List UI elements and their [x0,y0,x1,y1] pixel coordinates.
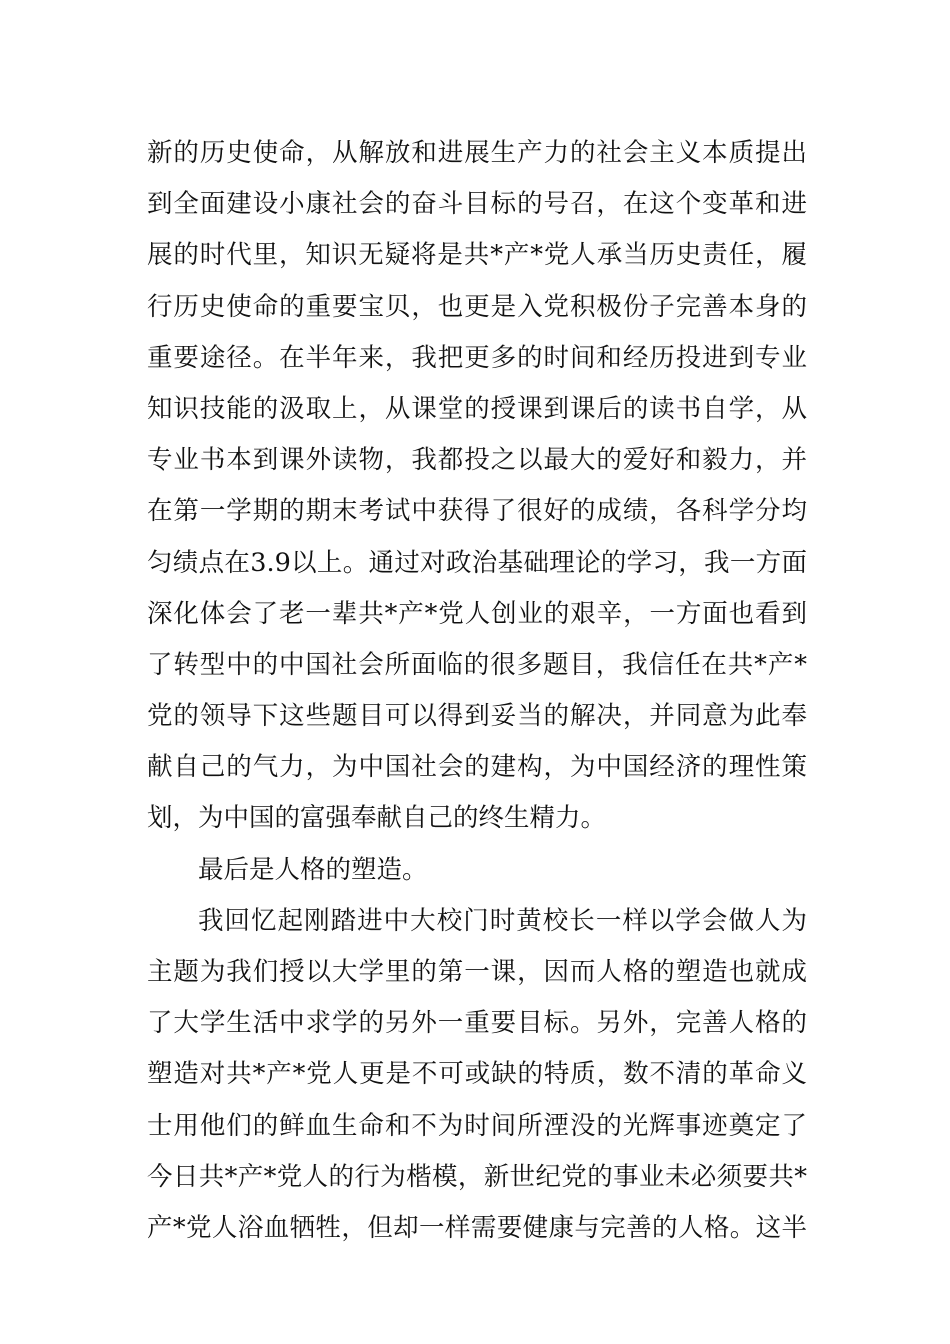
text-line: 专业书本到课外读物，我都投之以最大的爱好和毅力，并 [147,445,807,476]
text-line: 献自己的气力，为中国社会的建构，为中国经济的理性策 [147,752,807,783]
section-heading-line: 最后是人格的塑造。 [198,854,428,885]
text-line: 了转型中的中国社会所面临的很多题目，我信任在共*产* [147,649,807,680]
text-line: 士用他们的鲜血生命和不为时间所湮没的光辉事迹奠定了 [147,1110,807,1141]
text-line: 到全面建设小康社会的奋斗目标的号召，在这个变革和进 [147,189,807,220]
text-line: 重要途径。在半年来，我把更多的时间和经历投进到专业 [147,342,807,373]
text-line: 产*党人浴血牺牲，但却一样需要健康与完善的人格。这半 [147,1212,807,1243]
text-line: 匀绩点在3.9以上。通过对政治基础理论的学习，我一方面 [147,547,807,578]
text-line: 深化体会了老一辈共*产*党人创业的艰辛，一方面也看到 [147,598,807,629]
text-line: 划，为中国的富强奉献自己的终生精力。 [147,803,607,834]
text-line: 知识技能的汲取上，从课堂的授课到课后的读书自学，从 [147,393,807,424]
text-line: 我回忆起刚踏进中大校门时黄校长一样以学会做人为 [198,905,807,936]
text-line: 行历史使命的重要宝贝，也更是入党积极份子完善本身的 [147,291,807,322]
body-text [147,128,807,1254]
text-line: 今日共*产*党人的行为楷模，新世纪党的事业未必须要共* [147,1161,807,1192]
text-line: 主题为我们授以大学里的第一课，因而人格的塑造也就成 [147,957,807,987]
text-line: 塑造对共*产*党人更是不可或缺的特质，数不清的革命义 [147,1059,807,1090]
text-line: 新的历史使命，从解放和进展生产力的社会主义本质提出 [147,138,807,168]
text-line: 了大学生活中求学的另外一重要目标。另外，完善人格的 [147,1008,807,1039]
text-line: 党的领导下这些题目可以得到妥当的解决，并同意为此奉 [147,701,807,732]
text-line: 展的时代里，知识无疑将是共*产*党人承当历史责任，履 [147,240,807,271]
text-line: 在第一学期的期末考试中获得了很好的成绩，各科学分均 [147,496,807,527]
